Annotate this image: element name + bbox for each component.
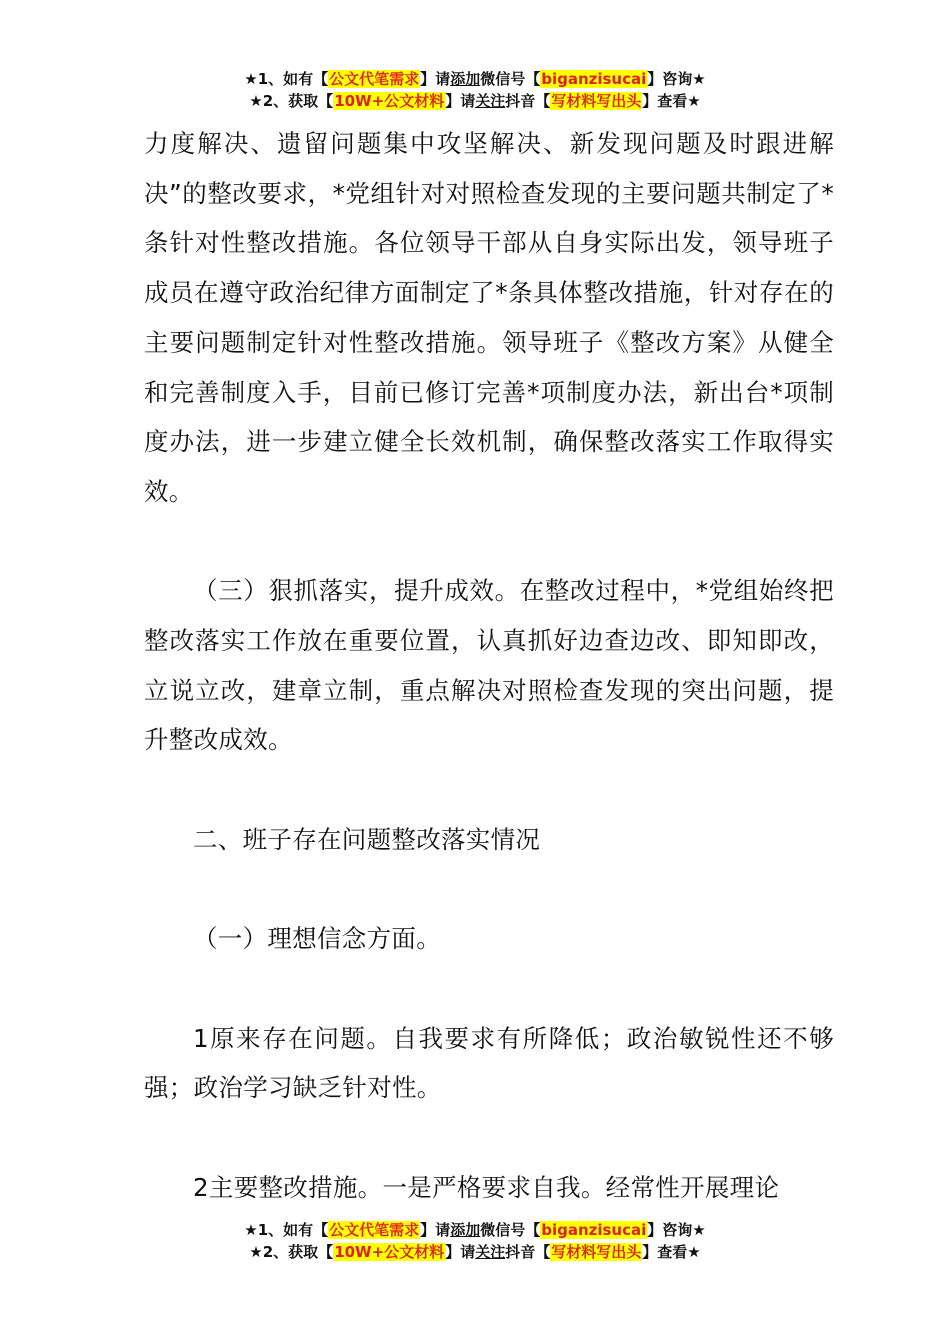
banner-highlight: 写材料写出头 (551, 1243, 642, 1261)
banner-underlined-text: 关注 (475, 1243, 506, 1261)
footer-banner (0, 1219, 950, 1263)
banner-highlight: 10W+公文材料 (334, 92, 445, 110)
banner-text: 微信号【 (480, 70, 541, 88)
banner-text: 】请 (420, 70, 451, 88)
banner-text: 抖音【 (505, 92, 551, 110)
paragraph: 2主要整改措施。一是严格要求自我。经常性开展理论 (193, 1172, 780, 1202)
banner-line-1 (0, 68, 950, 90)
paragraph: （三）狠抓落实，提升成效。在整改过程中，*党组始终把整改落实工作放在重要位置，认真抓好边查边改、即知即改，立说立改，建章立制，重点解决对照检查发现的突出问题，提升整改成效。 (144, 576, 834, 755)
banner-text: ★1、如有【 (244, 70, 329, 88)
banner-text: 】请 (420, 1221, 451, 1239)
paragraph: 力度解决、遗留问题集中攻坚解决、新发现问题及时跟进解决”的整改要求，*党组针对对照检查发现的主要问题共制定了*条针对性整改措施。各位领导干部从自身实际出发，领导班子成员在遵守政治纪律方面制定了*条具体整改措施，针对存在的主要问题制定针对性整改措施。领导班子《整改方案》从健全和完善制度入手，目前已修订完善*项制度办法，新出台*项制度办法，进一步建立健全长效机制，确保整改落实工作取得实效。 (144, 129, 834, 506)
banner-highlight: 公文代笔需求 (329, 1221, 420, 1239)
banner-highlight: 公文代笔需求 (329, 70, 420, 88)
banner-text: ★1、如有【 (244, 1221, 329, 1239)
section-heading: 二、班子存在问题整改落实情况 (193, 824, 541, 854)
banner-line-1 (0, 1219, 950, 1241)
banner-text: 抖音【 (505, 1243, 551, 1261)
banner-text: 微信号【 (480, 1221, 541, 1239)
banner-text: 】查看★ (642, 1243, 701, 1261)
banner-underlined-text: 添加 (450, 70, 481, 88)
banner-highlight: biganzisucai (541, 70, 647, 88)
header-banner (0, 68, 950, 112)
subsection-heading: （一）理想信念方面。 (193, 924, 441, 954)
banner-underlined-text: 添加 (450, 1221, 481, 1239)
banner-highlight: 10W+公文材料 (334, 1243, 445, 1261)
banner-highlight: 写材料写出头 (551, 92, 642, 110)
banner-text: 】请 (445, 1243, 476, 1261)
banner-text: 】请 (445, 92, 476, 110)
paragraph: 1原来存在问题。自我要求有所降低；政治敏锐性还不够强；政治学习缺乏针对性。 (144, 1023, 834, 1103)
banner-text: 】咨询★ (647, 1221, 706, 1239)
banner-text: 】咨询★ (647, 70, 706, 88)
document-body (144, 119, 834, 1212)
banner-text: 】查看★ (642, 92, 701, 110)
banner-line-2 (0, 90, 950, 112)
banner-line-2 (0, 1241, 950, 1263)
banner-underlined-text: 关注 (475, 92, 506, 110)
banner-text: ★2、获取【 (249, 1243, 334, 1261)
banner-text: ★2、获取【 (249, 92, 334, 110)
banner-highlight: biganzisucai (541, 1221, 647, 1239)
